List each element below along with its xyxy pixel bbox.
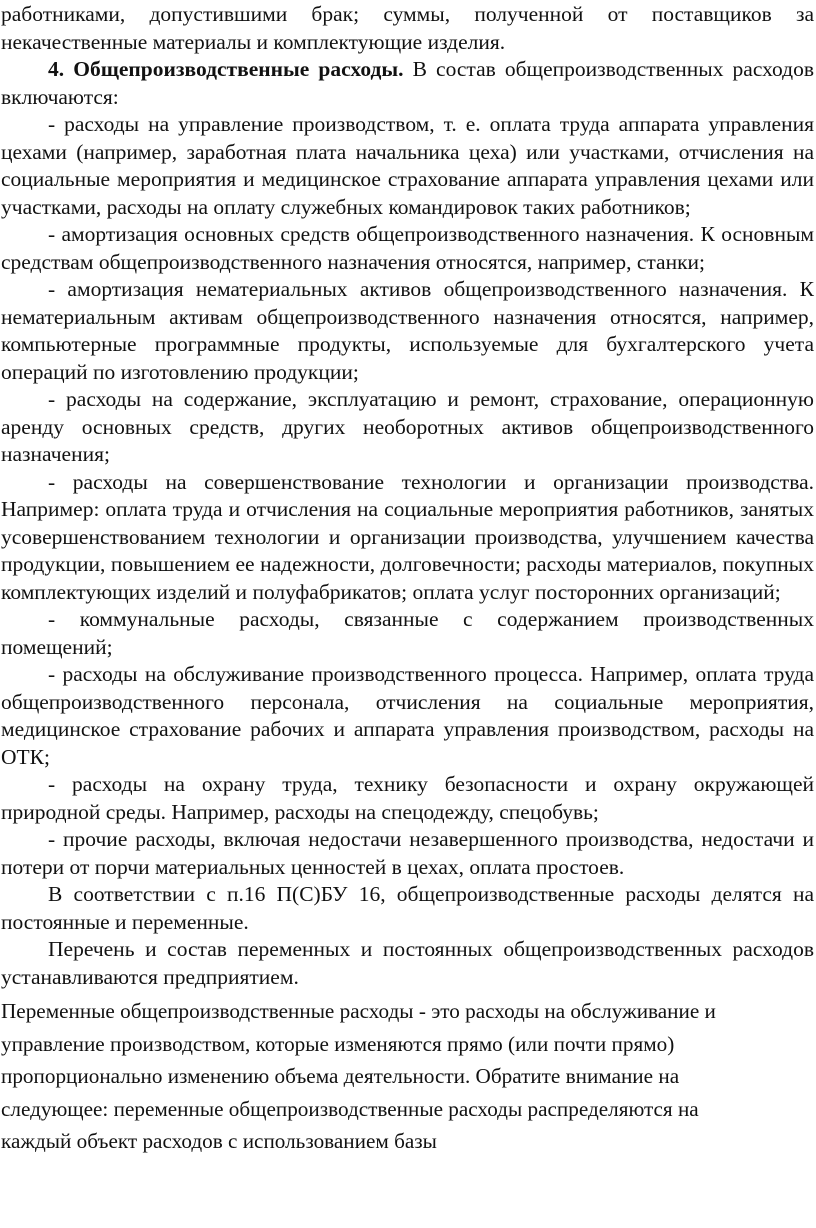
paragraph-text: - расходы на содержание, эксплуатацию и ремонт, страхование, операционную аренду основных средств, других необоротных активов общепроизводственного назначения; xyxy=(1,387,814,466)
paragraph xyxy=(1,771,814,826)
paragraph xyxy=(1,469,814,607)
paragraph-list xyxy=(1,1,814,991)
closing-line: управление производством, которые изменяются прямо (или почти прямо) xyxy=(1,1031,675,1056)
paragraph-text: В состав общепроизводственных расходов включаются: xyxy=(1,57,814,109)
closing-line: каждый объект расходов с использованием базы xyxy=(1,1129,437,1153)
paragraph xyxy=(1,1,814,56)
paragraph-text: - амортизация основных средств общепроизводственного назначения. К основным средствам общепроизводственного назначения относятся, например, станки; xyxy=(1,222,814,274)
paragraph xyxy=(1,826,814,881)
paragraph xyxy=(1,661,814,771)
paragraph-text: Перечень и состав переменных и постоянных общепроизводственных расходов устанавливаются предприятием. xyxy=(1,937,814,989)
paragraph xyxy=(1,276,814,386)
paragraph-text: работниками, допустившими брак; суммы, полученной от поставщиков за некачественные материалы и комплектующие изделия. xyxy=(1,2,814,54)
paragraph-text: - прочие расходы, включая недостачи незавершенного производства, недостачи и потери от порчи материальных ценностей в цехах, оплата простоев. xyxy=(1,827,814,879)
paragraph-text: - расходы на охрану труда, технику безопасности и охрану окружающей природной среды. Например, расходы на спецодежду, спецобувь; xyxy=(1,772,814,824)
paragraph xyxy=(1,221,814,276)
closing-line: пропорционально изменению объема деятельности. Обратите внимание на xyxy=(1,1064,680,1088)
paragraph xyxy=(1,111,814,221)
paragraph-text: - расходы на совершенствование технологии и организации производства. Например: оплата труда и отчисления на социальные мероприятия работников, занятых усовершенствованием технологии и организации производства, улучшением качества продукции, повышением ее надежности, долговечности; расходы материалов, покупных комплектующих изделий и полуфабрикатов; оплата услуг посторонних организаций; xyxy=(1,469,814,604)
closing-line: следующее: переменные общепроизводственные расходы распределяются на xyxy=(1,1096,699,1121)
paragraph xyxy=(1,386,814,469)
paragraph-text: - амортизация нематериальных активов общепроизводственного назначения. К нематериальным активам общепроизводственного назначения относятся, например, компьютерные программные продукты, используемые для бухгалтерского учета операций по изготовлению продукции; xyxy=(1,277,814,384)
paragraph-text: - расходы на обслуживание производственного процесса. Например, оплата труда общепроизводственного персонала, отчисления на социальные мероприятия, медицинское страхование рабочих и аппарата управления производством, расходы на ОТК; xyxy=(1,662,814,769)
paragraph xyxy=(1,56,814,111)
closing-paragraph xyxy=(1,995,814,1158)
paragraph xyxy=(1,936,814,991)
paragraph-text: - расходы на управление производством, т. е. оплата труда аппарата управления цехами (например, заработная плата начальника цеха) или участками, отчисления на социальные мероприятия и медицинское страхование аппарата управления цехами или участками, расходы на оплату служебных командировок таких работников; xyxy=(1,112,814,219)
paragraph xyxy=(1,606,814,661)
paragraph xyxy=(1,881,814,936)
paragraph-text: В соответствии с п.16 П(С)БУ 16, общепроизводственные расходы делятся на постоянные и переменные. xyxy=(1,882,814,934)
paragraph-text: - коммунальные расходы, связанные с содержанием производственных помещений; xyxy=(1,607,814,659)
closing-line: Переменные общепроизводственные расходы - это расходы на обслуживание и xyxy=(1,999,716,1023)
section-heading: 4. Общепроизводственные расходы. xyxy=(48,57,404,81)
